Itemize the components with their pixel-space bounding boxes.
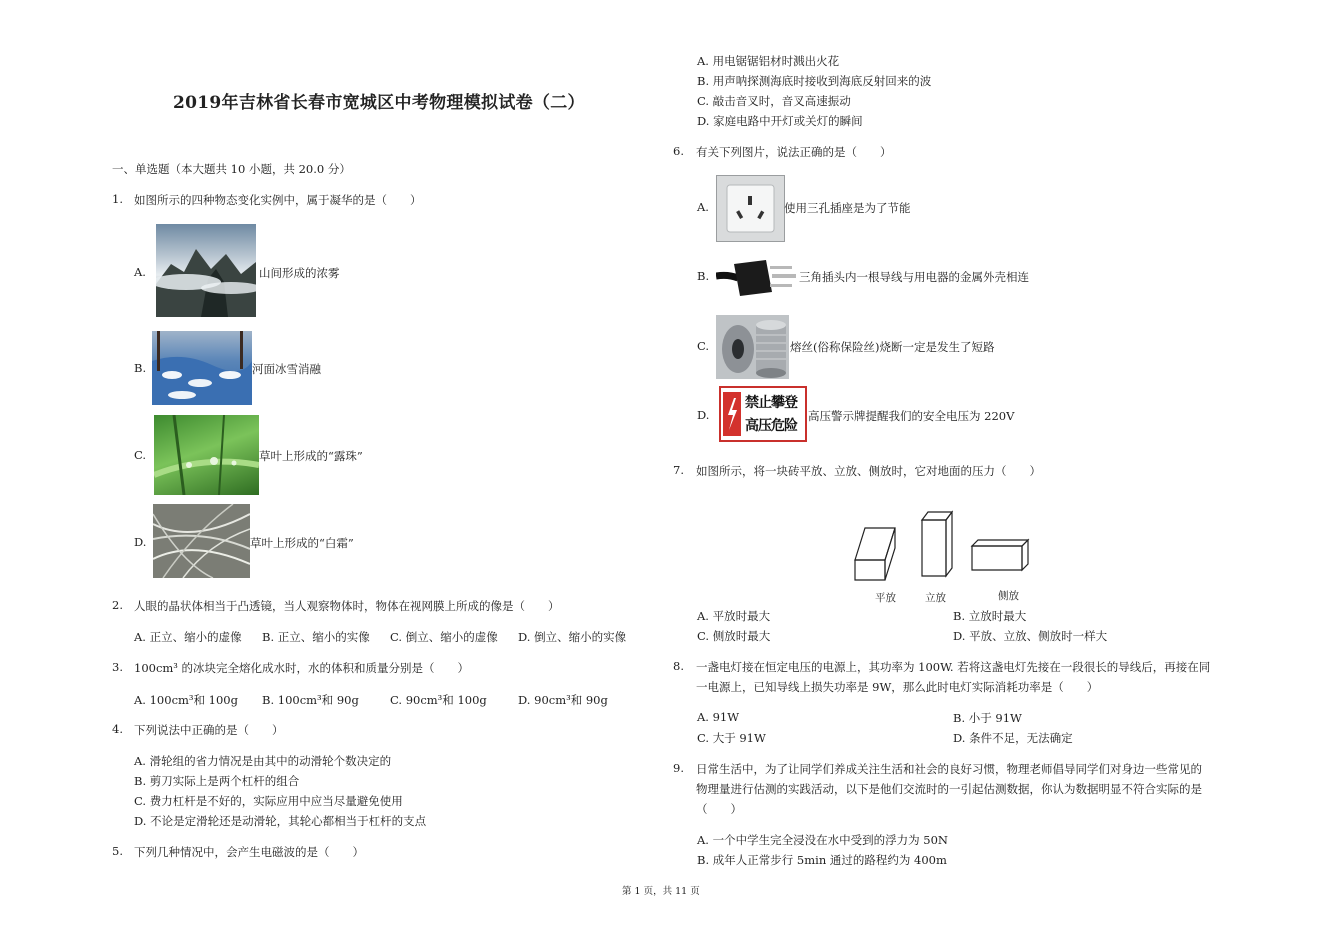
question-number: 5. <box>112 844 123 858</box>
option-text: 熔丝(俗称保险丝)烧断一定是发生了短路 <box>790 340 995 354</box>
dew-on-grass-image <box>154 415 259 495</box>
option: D. 倒立、缩小的实像 <box>518 630 627 644</box>
fig-label-flat: 平放 <box>875 592 896 604</box>
question-text-line3: （ ） <box>696 802 742 816</box>
brick-orientation-figure <box>850 508 1050 583</box>
option: B. 正立、缩小的实像 <box>262 630 370 644</box>
melting-river-image <box>152 331 252 405</box>
question-number: 3. <box>112 660 123 674</box>
option: D. 平放、立放、侧放时一样大 <box>953 629 1108 643</box>
option: C. 倒立、缩小的虚像 <box>390 630 498 644</box>
option: B. 用声呐探测海底时接收到海底反射回来的波 <box>697 74 932 88</box>
option: D. 90cm³和 90g <box>518 693 608 707</box>
option: A. 一个中学生完全浸没在水中受到的浮力为 50N <box>697 833 948 847</box>
question-text-line2: 一电源上，已知导线上损失功率是 9W，那么此时电灯实际消耗功率是（ ） <box>696 680 1099 694</box>
question-text-line1: 一盏电灯接在恒定电压的电源上，其功率为 100W. 若将这盏电灯先接在一段很长的导线后，再接在同 <box>696 660 1211 674</box>
option: A. 滑轮组的省力情况是由其中的动滑轮个数决定的 <box>134 754 392 768</box>
option: A. 用电锯锯铝材时溅出火花 <box>697 54 840 68</box>
option: A. 100cm³和 100g <box>134 693 238 707</box>
question-number: 2. <box>112 598 123 612</box>
option-text: 草叶上形成的“露珠” <box>259 449 363 463</box>
option: B. 100cm³和 90g <box>262 693 359 707</box>
option-label: A. <box>697 200 709 214</box>
option: D. 家庭电路中开灯或关灯的瞬间 <box>697 114 863 128</box>
fig-label-upright: 立放 <box>925 592 946 604</box>
section-header: 一、单选题（本大题共 10 小题，共 20.0 分） <box>112 162 351 176</box>
option-text: 河面冰雪消融 <box>252 362 321 376</box>
question-number: 6. <box>673 144 684 158</box>
option: D. 不论是定滑轮还是动滑轮，其轮心都相当于杠杆的支点 <box>134 814 427 828</box>
option-label: D. <box>134 535 147 549</box>
frost-on-grass-image <box>153 504 250 578</box>
brick-upright <box>922 512 952 576</box>
question-number: 7. <box>673 463 684 477</box>
question-text: 100cm³ 的冰块完全熔化成水时，水的体积和质量分别是（ ） <box>134 661 470 675</box>
question-text: 如图所示，将一块砖平放、立放、侧放时，它对地面的压力（ ） <box>696 464 1041 478</box>
option-text: 使用三孔插座是为了节能 <box>784 201 911 215</box>
option: B. 剪刀实际上是两个杠杆的组合 <box>134 774 300 788</box>
option-label: C. <box>134 448 147 462</box>
option: A. 正立、缩小的虚像 <box>134 630 242 644</box>
option-label: B. <box>697 269 710 283</box>
option-label: A. <box>134 265 146 279</box>
sign-text-line2: 高压危险 <box>745 418 797 434</box>
mountain-fog-image <box>156 224 256 317</box>
option: A. 平放时最大 <box>697 609 771 623</box>
question-number: 9. <box>673 761 684 775</box>
question-number: 4. <box>112 722 123 736</box>
page-title: 2019年吉林省长春市宽城区中考物理模拟试卷（二） <box>173 93 585 113</box>
option: D. 条件不足，无法确定 <box>953 731 1073 745</box>
three-hole-socket-image <box>716 175 785 242</box>
question-text: 下列几种情况中，会产生电磁波的是（ ） <box>134 845 364 859</box>
question-text-line1: 日常生活中，为了让同学们养成关注生活和社会的良好习惯，物理老师倡导同学们对身边一些常见的 <box>696 762 1202 776</box>
fuse-wire-spool-image <box>716 315 789 379</box>
option: C. 大于 91W <box>697 731 766 745</box>
fig-label-side: 侧放 <box>998 590 1019 602</box>
option: C. 费力杠杆是不好的，实际应用中应当尽量避免使用 <box>134 794 403 808</box>
option-label: C. <box>697 339 710 353</box>
option-text: 三角插头内一根导线与用电器的金属外壳相连 <box>799 270 1029 284</box>
brick-flat <box>855 528 895 580</box>
question-text-line2: 物理量进行估测的实践活动，以下是他们交流时的一引起估测数据，你认为数据明显不符合实际的是 <box>696 782 1202 796</box>
question-text: 人眼的晶状体相当于凸透镜，当人观察物体时，物体在视网膜上所成的像是（ ） <box>134 599 560 613</box>
option-text: 山间形成的浓雾 <box>259 266 340 280</box>
option: C. 敲击音叉时，音叉高速振动 <box>697 94 851 108</box>
question-number: 8. <box>673 659 684 673</box>
question-text: 下列说法中正确的是（ ） <box>134 723 284 737</box>
question-text: 有关下列图片，说法正确的是（ ） <box>696 145 892 159</box>
option-label: D. <box>697 408 710 422</box>
brick-side <box>972 540 1028 570</box>
option: C. 侧放时最大 <box>697 629 771 643</box>
high-voltage-warning-sign-image <box>719 386 807 442</box>
question-number: 1. <box>112 192 123 206</box>
option-label: B. <box>134 361 147 375</box>
question-text: 如图所示的四种物态变化实例中，属于凝华的是（ ） <box>134 193 422 207</box>
option: B. 小于 91W <box>953 711 1022 725</box>
option-text: 草叶上形成的“白霜” <box>250 536 354 550</box>
option-text: 高压警示牌提醒我们的安全电压为 220V <box>808 409 1015 423</box>
option: A. 91W <box>697 710 740 724</box>
page-footer: 第 1 页，共 11 页 <box>622 886 700 897</box>
option: B. 成年人正常步行 5min 通过的路程约为 400m <box>697 853 947 867</box>
option: B. 立放时最大 <box>953 609 1027 623</box>
sign-text-line1: 禁止攀登 <box>745 395 797 411</box>
three-pin-plug-image <box>716 246 798 310</box>
option: C. 90cm³和 100g <box>390 693 487 707</box>
